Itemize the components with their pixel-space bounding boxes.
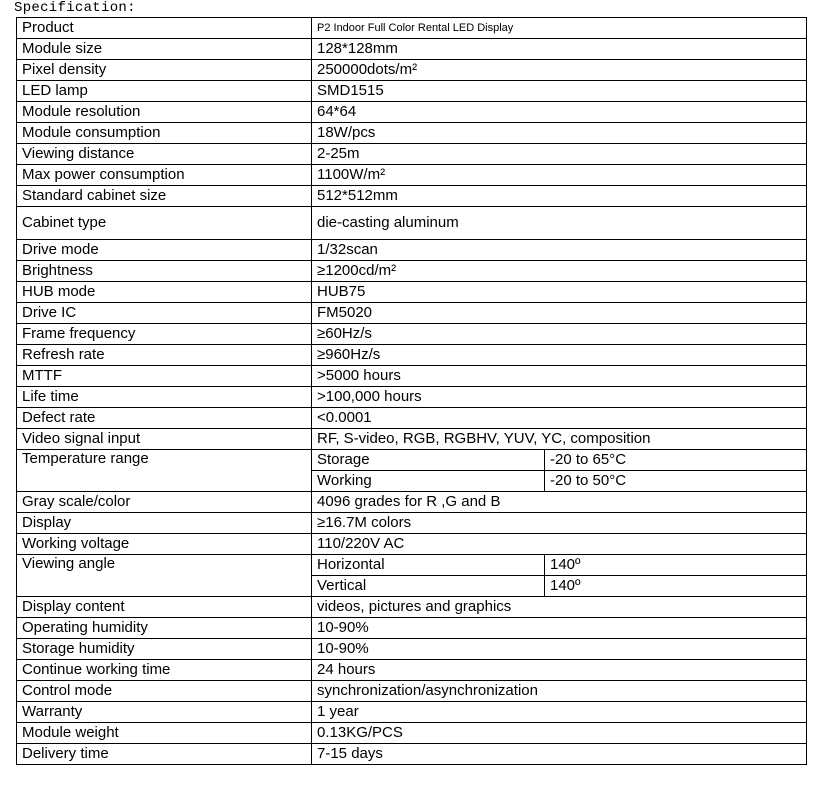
spec-label: Delivery time bbox=[17, 744, 312, 765]
spec-value: die-casting aluminum bbox=[312, 207, 807, 240]
spec-value: -20 to 65°C bbox=[545, 450, 807, 471]
spec-value: >100,000 hours bbox=[312, 387, 807, 408]
table-row bbox=[17, 366, 807, 387]
spec-value: 1/32scan bbox=[312, 240, 807, 261]
spec-value: P2 Indoor Full Color Rental LED Display bbox=[312, 18, 807, 39]
table-row bbox=[17, 60, 807, 81]
spec-value: 140º bbox=[545, 555, 807, 576]
spec-value: 128*128mm bbox=[312, 39, 807, 60]
spec-label: Operating humidity bbox=[17, 618, 312, 639]
table-row bbox=[17, 744, 807, 765]
spec-value: 2-25m bbox=[312, 144, 807, 165]
spec-label: Display content bbox=[17, 597, 312, 618]
spec-value: RF, S-video, RGB, RGBHV, YUV, YC, composition bbox=[312, 429, 807, 450]
table-row bbox=[17, 240, 807, 261]
spec-label: Product bbox=[17, 18, 312, 39]
table-row bbox=[17, 324, 807, 345]
spec-label: Module size bbox=[17, 39, 312, 60]
spec-label: Life time bbox=[17, 387, 312, 408]
spec-label: Standard cabinet size bbox=[17, 186, 312, 207]
spec-value: 110/220V AC bbox=[312, 534, 807, 555]
spec-label: Gray scale/color bbox=[17, 492, 312, 513]
spec-label: Drive mode bbox=[17, 240, 312, 261]
table-row bbox=[17, 450, 807, 471]
spec-value: SMD1515 bbox=[312, 81, 807, 102]
table-row bbox=[17, 387, 807, 408]
spec-label: Temperature range bbox=[17, 450, 312, 492]
table-row bbox=[17, 144, 807, 165]
spec-subname: Horizontal bbox=[312, 555, 545, 576]
table-row bbox=[17, 597, 807, 618]
spec-label: LED lamp bbox=[17, 81, 312, 102]
spec-label: Control mode bbox=[17, 681, 312, 702]
table-row bbox=[17, 555, 807, 576]
spec-label: Cabinet type bbox=[17, 207, 312, 240]
spec-value: 0.13KG/PCS bbox=[312, 723, 807, 744]
spec-label: Viewing angle bbox=[17, 555, 312, 597]
spec-value: videos, pictures and graphics bbox=[312, 597, 807, 618]
spec-value: synchronization/asynchronization bbox=[312, 681, 807, 702]
table-row bbox=[17, 345, 807, 366]
spec-value: 250000dots/m² bbox=[312, 60, 807, 81]
table-row bbox=[17, 123, 807, 144]
table-row bbox=[17, 492, 807, 513]
spec-value: <0.0001 bbox=[312, 408, 807, 429]
table-row bbox=[17, 681, 807, 702]
spec-value: 10-90% bbox=[312, 639, 807, 660]
spec-label: Continue working time bbox=[17, 660, 312, 681]
spec-label: Viewing distance bbox=[17, 144, 312, 165]
table-row bbox=[17, 261, 807, 282]
spec-label: HUB mode bbox=[17, 282, 312, 303]
spec-value: 140º bbox=[545, 576, 807, 597]
spec-label: Module weight bbox=[17, 723, 312, 744]
spec-label: Refresh rate bbox=[17, 345, 312, 366]
table-row bbox=[17, 618, 807, 639]
table-row bbox=[17, 39, 807, 60]
spec-value: HUB75 bbox=[312, 282, 807, 303]
spec-subname: Vertical bbox=[312, 576, 545, 597]
table-row bbox=[17, 702, 807, 723]
spec-label: Defect rate bbox=[17, 408, 312, 429]
spec-label: MTTF bbox=[17, 366, 312, 387]
spec-value: 24 hours bbox=[312, 660, 807, 681]
spec-label: Module resolution bbox=[17, 102, 312, 123]
spec-value: 18W/pcs bbox=[312, 123, 807, 144]
spec-label: Pixel density bbox=[17, 60, 312, 81]
specification-table bbox=[16, 17, 807, 765]
table-row bbox=[17, 186, 807, 207]
table-row bbox=[17, 207, 807, 240]
spec-value: >5000 hours bbox=[312, 366, 807, 387]
spec-label: Video signal input bbox=[17, 429, 312, 450]
spec-label: Working voltage bbox=[17, 534, 312, 555]
table-row bbox=[17, 429, 807, 450]
table-row bbox=[17, 639, 807, 660]
table-row bbox=[17, 18, 807, 39]
table-row bbox=[17, 723, 807, 744]
table-row bbox=[17, 408, 807, 429]
table-row bbox=[17, 534, 807, 555]
spec-label: Module consumption bbox=[17, 123, 312, 144]
table-row bbox=[17, 81, 807, 102]
table-row bbox=[17, 513, 807, 534]
specification-heading: Specification: bbox=[14, 0, 136, 16]
spec-value: FM5020 bbox=[312, 303, 807, 324]
spec-label: Brightness bbox=[17, 261, 312, 282]
spec-label: Max power consumption bbox=[17, 165, 312, 186]
spec-value: 512*512mm bbox=[312, 186, 807, 207]
spec-label: Frame frequency bbox=[17, 324, 312, 345]
spec-value: 1 year bbox=[312, 702, 807, 723]
table-row bbox=[17, 102, 807, 123]
spec-value: 1100W/m² bbox=[312, 165, 807, 186]
spec-value: 4096 grades for R ,G and B bbox=[312, 492, 807, 513]
spec-label: Display bbox=[17, 513, 312, 534]
spec-value: ≥60Hz/s bbox=[312, 324, 807, 345]
spec-label: Drive IC bbox=[17, 303, 312, 324]
spec-label: Storage humidity bbox=[17, 639, 312, 660]
table-row bbox=[17, 282, 807, 303]
spec-value: ≥960Hz/s bbox=[312, 345, 807, 366]
table-row bbox=[17, 660, 807, 681]
spec-value: 10-90% bbox=[312, 618, 807, 639]
table-row bbox=[17, 165, 807, 186]
spec-subname: Working bbox=[312, 471, 545, 492]
spec-value: ≥1200cd/m² bbox=[312, 261, 807, 282]
spec-value: ≥16.7M colors bbox=[312, 513, 807, 534]
spec-value: 64*64 bbox=[312, 102, 807, 123]
spec-subname: Storage bbox=[312, 450, 545, 471]
spec-value: -20 to 50°C bbox=[545, 471, 807, 492]
table-row bbox=[17, 303, 807, 324]
spec-value: 7-15 days bbox=[312, 744, 807, 765]
spec-label: Warranty bbox=[17, 702, 312, 723]
